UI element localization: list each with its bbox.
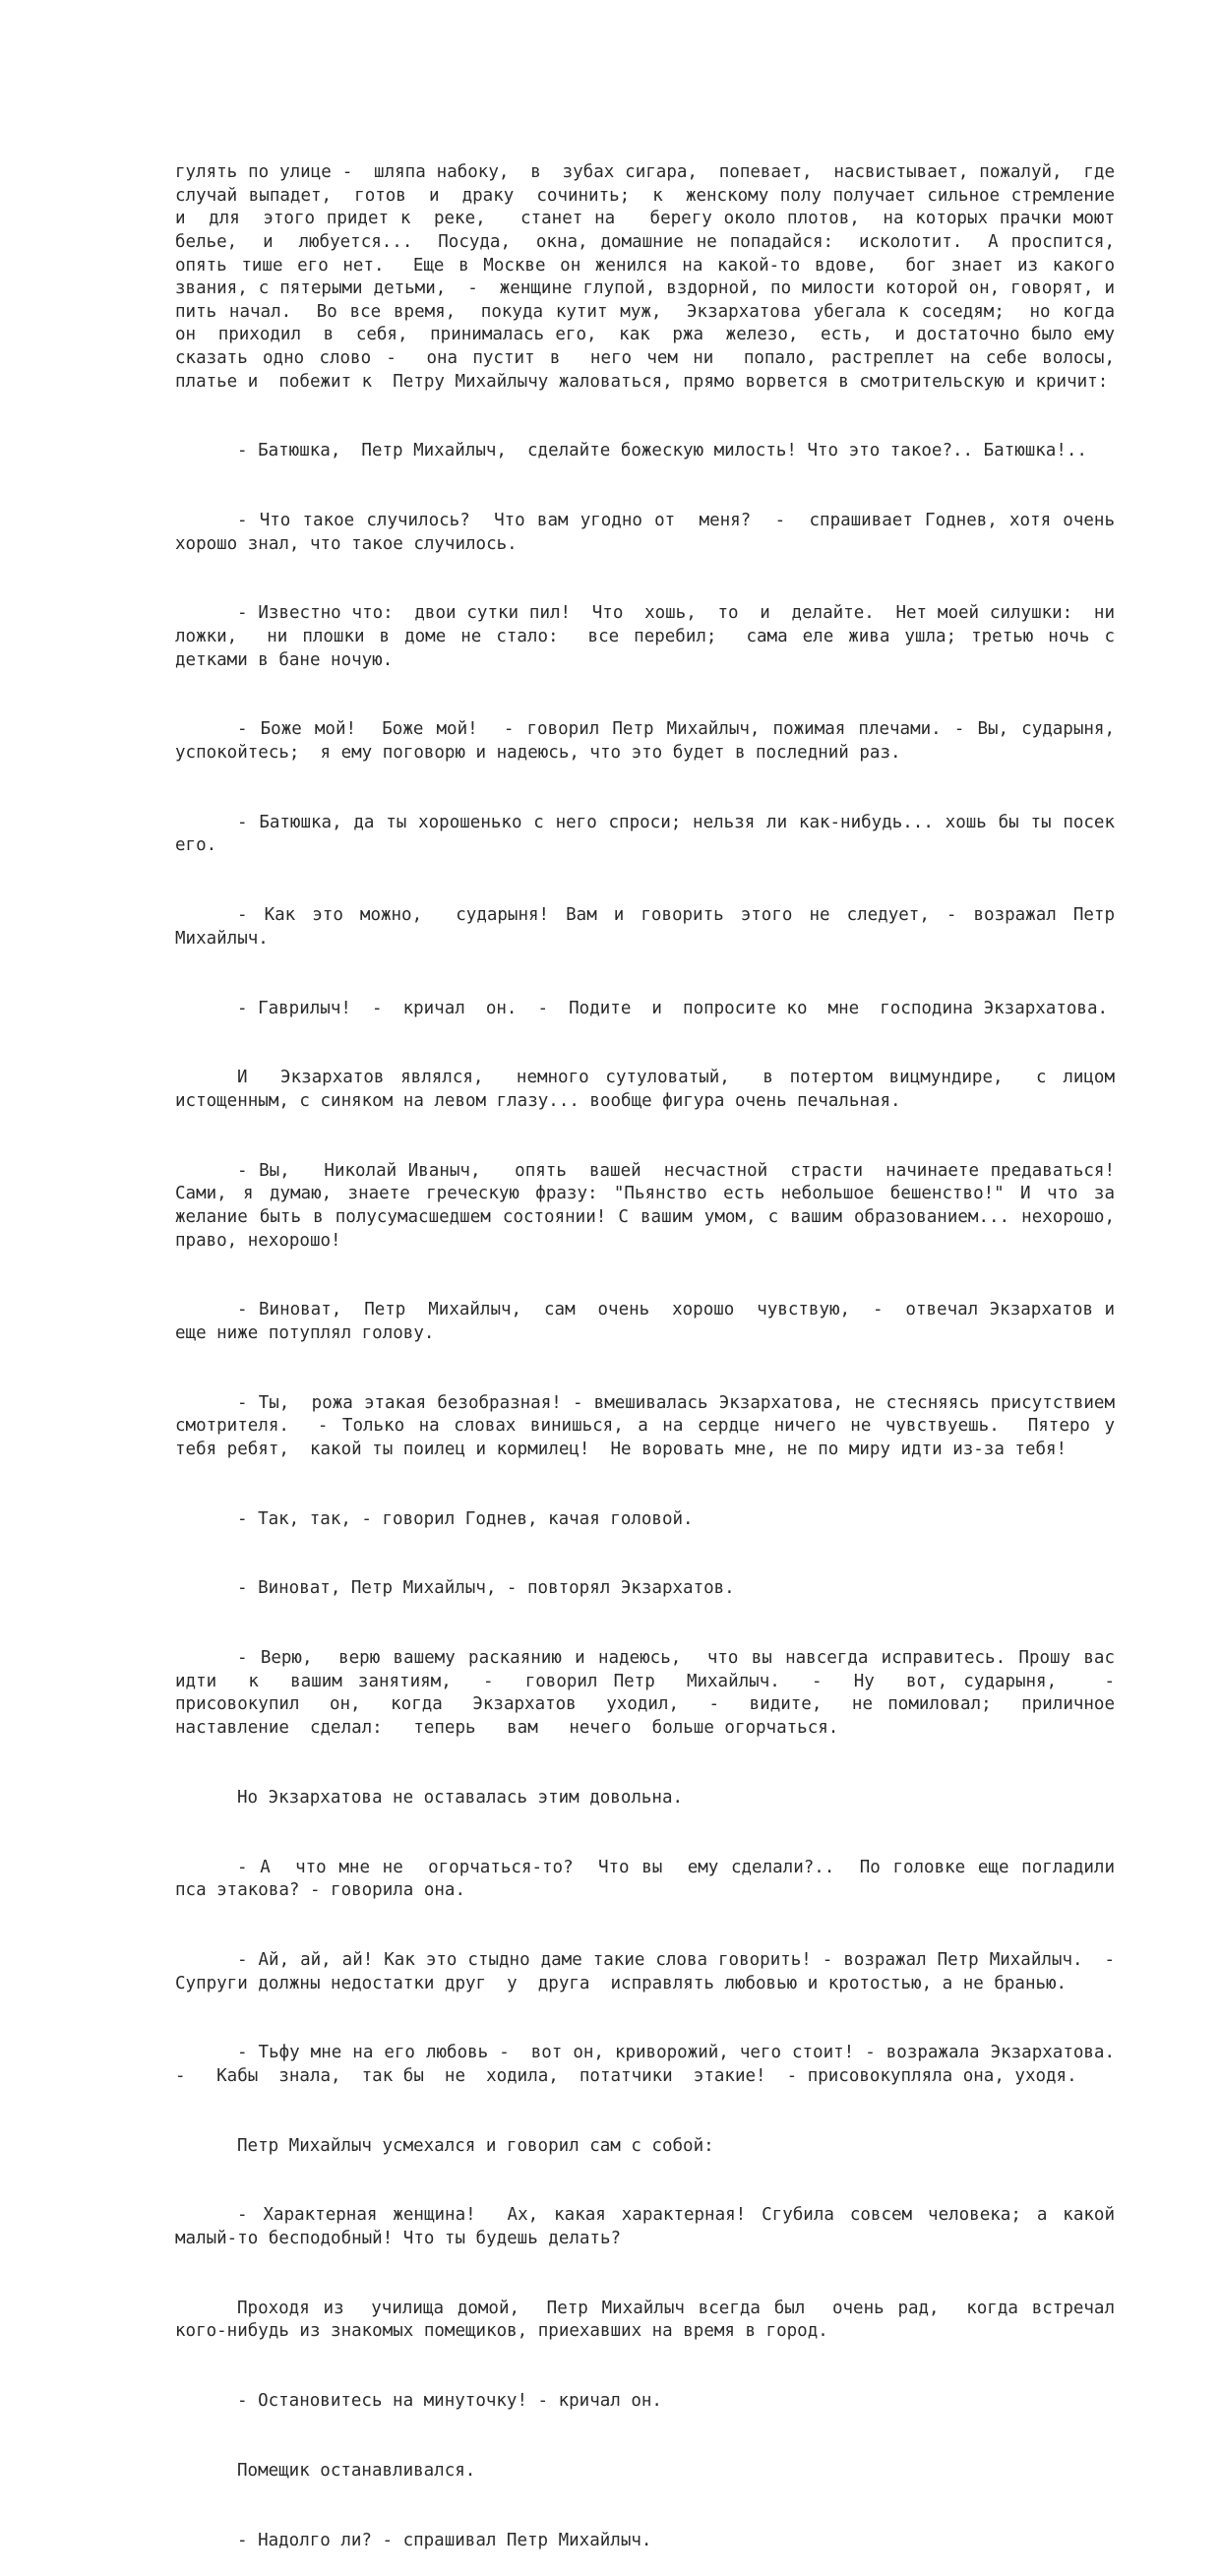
paragraph: Проходя из училища домой, Петр Михайлыч всегда был очень рад, когда встречал кого-нибудь из знакомых помещиков, приехавших на время в город. xyxy=(175,2298,1126,2342)
paragraph: - Что такое случилось? Что вам угодно от меня? - спрашивает Годнев, хотя очень хорошо знал, что такое случилось. xyxy=(175,511,1126,554)
paragraph: - Ты, рожа этакая безобразная! - вмешивалась Экзархатова, не стесняясь присутствием смотрителя. - Только на словах винишься, а на сердце ничего не чувствуешь. Пятеро у тебя ребят, какой ты поилец и кормилец! Не воровать мне, не по миру идти из-за тебя! xyxy=(175,1392,1136,1459)
paragraph: - Тьфу мне на его любовь - вот он, криворожий, чего стоит! - возражала Экзархатова. - Кабы знала, так бы не ходила, потатчики этакие! - присовокупляла она, уходя. xyxy=(175,2043,1146,2086)
paragraph: Но Экзархатова не оставалась этим довольна. xyxy=(237,1787,684,1808)
paragraph: - Ай, ай, ай! Как это стыдно даме такие слова говорить! - возражал Петр Михайлыч. - Супруги должны недостатки друг у друга исправлять любовью и кротостью, а не бранью. xyxy=(175,1949,1136,1993)
paragraph: - Виноват, Петр Михайлыч, - повторял Экзархатов. xyxy=(237,1578,735,1599)
paragraph: - Остановитесь на минуточку! - кричал он. xyxy=(237,2391,662,2412)
paragraph: - Вы, Николай Иваныч, опять вашей несчастной страсти начинаете предаваться! Сами, я думаю, знаете греческую фразу: "Пьянство есть небольшое бешенство!" И что за желание быть в полусумасшедшем состоянии! С вашим умом, с вашим образованием... нехорошо, право, нехорошо! xyxy=(175,1160,1126,1251)
paragraph: Помещик останавливался. xyxy=(237,2460,476,2481)
paragraph: гулять по улице - шляпа набоку, в зубах сигара, попевает, насвистывает, пожалуй, где случай выпадет, готов и драку сочинить; к женскому полу получает сильное стремление и для этого придет к реке, станет на берегу около плотов, на которых прачки моют белье, и любуется... Посуда, окна, домашние не попадайся: исколотит. А проспится, опять тише его нет. Еще в Москве он женился на какой-то вдове, бог знает из какого звания, с пятерыми детьми, - женщине глупой, вздорной, по милости которой он, говорят, и пить начал. Во все время, покуда кутит муж, Экзархатова убегала к соседям; но когда он приходил в себя, принималась его, как ржа железо, есть, и достаточно было ему сказать одно слово - она пустит в него чем ни попало, растреплет на себе волосы, платье и побежит к Петру Михайлычу жаловаться, прямо ворвется в смотрительскую и кричит: xyxy=(175,162,1136,392)
paragraph: - Как это можно, сударыня! Вам и говорить этого не следует, - возражал Петр Михайлыч. xyxy=(175,905,1126,949)
paragraph: - Батюшка, Петр Михайлыч, сделайте божескую милость! Что это такое?.. Батюшка!.. xyxy=(237,441,1087,461)
paragraph: - Известно что: двои сутки пил! Что хошь, то и делайте. Нет моей силушки: ни ложки, ни плошки в доме не стало: все перебил; сама еле жива ушла; третью ночь с детками в бане ночую. xyxy=(175,603,1126,670)
paragraph: - Гаврилыч! - кричал он. - Подите и попросите ко мне господина Экзархатова. xyxy=(237,998,1109,1018)
paragraph: - Так, так, - говорил Годнев, качая головой. xyxy=(237,1508,694,1529)
paragraph: Петр Михайлыч усмехался и говорил сам с собой: xyxy=(237,2135,714,2156)
paragraph: И Экзархатов являлся, немного сутуловатый, в потертом вицмундире, с лицом истощенным, с синяком на левом глазу... вообще фигура очень печальная. xyxy=(175,1068,1126,1111)
paragraph: - Надолго ли? - спрашивал Петр Михайлыч. xyxy=(237,2530,652,2550)
paragraph: - Характерная женщина! Ах, какая характерная! Сгубила совсем человека; а какой малый-то бесподобный! Что ты будешь делать? xyxy=(175,2205,1126,2249)
paragraph: - Верю, верю вашему раскаянию и надеюсь, что вы навсегда исправитесь. Прошу вас идти к вашим занятиям, - говорил Петр Михайлыч. - Ну вот, сударыня, - присовокупил он, когда Экзархатов уходил, - видите, не помиловал; приличное наставление сделал: теперь вам нечего больше огорчаться. xyxy=(175,1648,1136,1738)
paragraph: - Батюшка, да ты хорошенько с него спроси; нельзя ли как-нибудь... хошь бы ты посек его. xyxy=(175,812,1126,856)
paragraph: - Виноват, Петр Михайлыч, сам очень хорошо чувствую, - отвечал Экзархатов и еще ниже потуплял голову. xyxy=(175,1300,1126,1343)
document-page xyxy=(175,115,1146,2576)
paragraph: - Боже мой! Боже мой! - говорил Петр Михайлыч, пожимая плечами. - Вы, сударыня, успокойтесь; я ему поговорю и надеюсь, что это будет в последний раз. xyxy=(175,719,1136,764)
paragraph: - А что мне не огорчаться-то? Что вы ему сделали?.. По головке еще погладили пса этакова? - говорила она. xyxy=(175,1857,1126,1901)
